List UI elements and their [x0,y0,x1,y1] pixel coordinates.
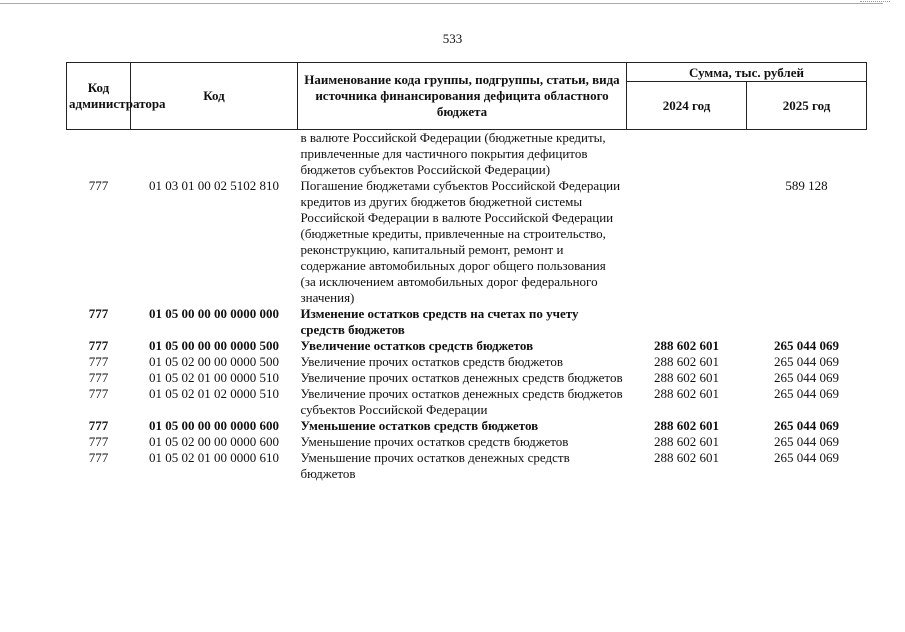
row-2024: 288 602 601 [654,386,719,401]
row-admin: 777 [88,450,109,465]
row-2024 [627,178,747,306]
row-name: в валюте Российской Федерации (бюджетные кредиты, привлеченные для частичного покрытия дефицитов бюджетов субъектов Российской Федерации) [300,130,606,177]
row-code: 01 05 02 01 02 0000 510 [149,386,279,401]
row-2024: 288 602 601 [654,434,719,449]
row-admin: 777 [88,306,109,321]
header-name: Наименование кода группы, подгруппы, статьи, вида источника финансирования дефицита областного бюджета [298,63,627,130]
row-2025: 589 128 [785,178,828,193]
row-2024: 288 602 601 [654,450,719,465]
page-number: 533 [442,31,463,46]
header-code: Код [131,63,298,130]
row-name: Увеличение прочих остатков средств бюджетов [300,354,564,369]
row-2024: 288 602 601 [654,338,719,353]
row-2025: 265 044 069 [774,418,839,433]
row-name: Увеличение прочих остатков денежных средств бюджетов субъектов Российской Федерации [300,386,623,417]
row-2024: 288 602 601 [654,370,719,385]
row-2025 [747,306,867,338]
table-row [67,418,867,434]
row-admin: 777 [88,434,109,449]
header-admin-code: Код администратора [67,63,131,130]
row-2024 [627,306,747,338]
budget-table [66,62,867,482]
top-rule [0,3,883,4]
row-2025: 265 044 069 [774,386,839,401]
row-2024: 288 602 601 [654,354,719,369]
table-row [67,434,867,450]
row-admin: 777 [88,178,109,193]
row-code: 01 05 02 00 00 0000 500 [149,354,279,369]
table-row [67,338,867,354]
table-row [67,370,867,386]
row-admin: 777 [88,370,109,385]
top-rule-dotted [860,1,890,2]
table-row [67,354,867,370]
row-admin: 777 [88,354,109,369]
row-name: Уменьшение остатков средств бюджетов [300,418,539,433]
table-row [67,450,867,482]
row-code: 01 05 00 00 00 0000 600 [149,418,279,433]
row-name: Увеличение прочих остатков денежных средств бюджетов [300,370,623,385]
header-year-2024: 2024 год [627,82,747,130]
row-name: Погашение бюджетами субъектов Российской Федерации кредитов из других бюджетов бюджетной системы Российской Федерации в валюте Российской Федерации (бюджетные кредиты, привлеченные на строительство, реконструкцию, капитальный ремонт, ремонт и содержание автомобильных дорог общего пользования (за исключением автомобильных дорог федерального значения) [300,178,621,305]
table-row [67,178,867,306]
row-name: Увеличение остатков средств бюджетов [300,338,534,353]
row-2025: 265 044 069 [774,354,839,369]
row-code: 01 05 00 00 00 0000 500 [149,338,279,353]
row-admin: 777 [88,386,109,401]
row-code: 01 05 02 01 00 0000 610 [149,450,279,465]
row-admin: 777 [88,418,109,433]
row-name: Изменение остатков средств на счетах по учету средств бюджетов [300,306,579,337]
row-code: 01 05 00 00 00 0000 000 [149,306,279,321]
row-code: 01 05 02 01 00 0000 510 [149,370,279,385]
row-2025: 265 044 069 [774,434,839,449]
row-2025: 265 044 069 [774,338,839,353]
row-admin: 777 [88,338,109,353]
row-code: 01 05 02 00 00 0000 600 [149,434,279,449]
table-row [67,386,867,418]
table-row [67,306,867,338]
row-code: 01 03 01 00 02 5102 810 [149,178,279,193]
row-name: Уменьшение прочих остатков средств бюджетов [300,434,569,449]
header-sum: Сумма, тыс. рублей [627,63,867,82]
table-row [67,130,867,179]
row-2024: 288 602 601 [654,418,719,433]
row-name: Уменьшение прочих остатков денежных средств бюджетов [300,450,570,481]
header-year-2025: 2025 год [747,82,867,130]
row-2025: 265 044 069 [774,450,839,465]
row-2025: 265 044 069 [774,370,839,385]
